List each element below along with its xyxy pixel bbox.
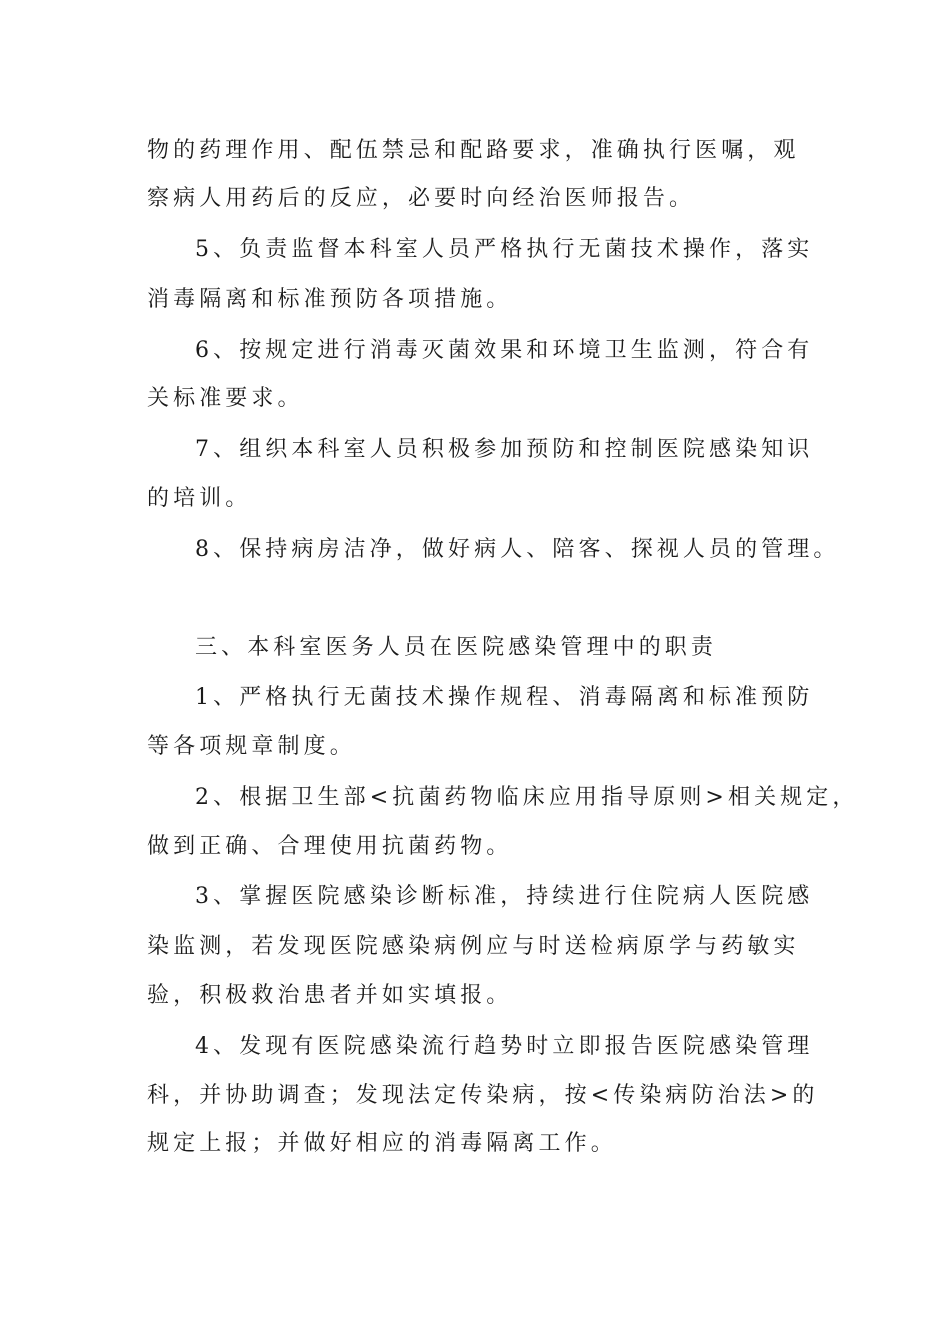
section-heading: 三、本科室医务人员在医院感染管理中的职责 <box>195 635 718 660</box>
list-item-2-line: 2、根据卫生部<抗菌药物临床应用指导原则>相关规定， <box>195 785 859 810</box>
list-item-6-line: 关标准要求。 <box>147 386 304 411</box>
list-item-1-line: 1、严格执行无菌技术操作规程、消毒隔离和标准预防 <box>195 685 814 710</box>
list-item-7-line: 7、组织本科室人员积极参加预防和控制医院感染知识 <box>195 437 814 462</box>
list-item-2-line: 做到正确、合理使用抗菌药物。 <box>147 834 513 859</box>
list-item-3-line: 染监测，若发现医院感染病例应与时送检病原学与药敏实 <box>147 934 800 959</box>
list-item-6-line: 6、按规定进行消毒灭菌效果和环境卫生监测，符合有 <box>195 338 814 363</box>
list-item-7-line: 的培训。 <box>147 486 252 511</box>
list-item-5-line: 5、负责监督本科室人员严格执行无菌技术操作，落实 <box>195 237 814 262</box>
list-item-3-line: 3、掌握医院感染诊断标准，持续进行住院病人医院感 <box>195 884 814 909</box>
list-item-3-line: 验，积极救治患者并如实填报。 <box>147 983 513 1008</box>
list-item-8-line: 8、保持病房洁净，做好病人、陪客、探视人员的管理。 <box>195 537 840 562</box>
paragraph-line: 物的药理作用、配伍禁忌和配路要求，准确执行医嘱，观 <box>147 138 800 163</box>
list-item-5-line: 消毒隔离和标准预防各项措施。 <box>147 287 513 312</box>
list-item-4-line: 科，并协助调查；发现法定传染病，按<传染病防治法>的 <box>147 1083 819 1108</box>
list-item-1-line: 等各项规章制度。 <box>147 734 356 759</box>
list-item-4-line: 规定上报；并做好相应的消毒隔离工作。 <box>147 1131 617 1156</box>
list-item-4-line: 4、发现有医院感染流行趋势时立即报告医院感染管理 <box>195 1034 814 1059</box>
paragraph-line: 察病人用药后的反应，必要时向经治医师报告。 <box>147 186 696 211</box>
